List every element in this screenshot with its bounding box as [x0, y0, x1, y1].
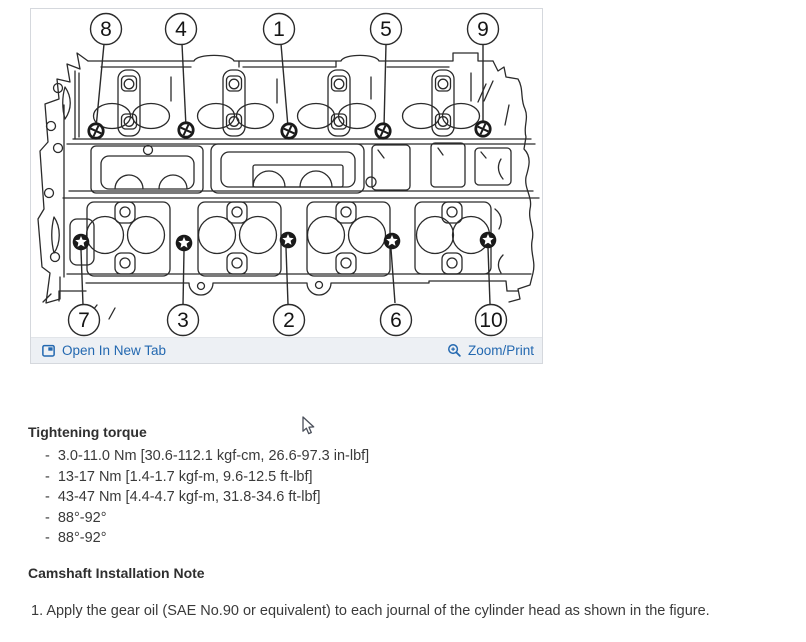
bullet: -: [45, 509, 50, 526]
callout-leader-lines: [81, 44, 490, 305]
svg-text:4: 4: [175, 18, 187, 41]
callout-1: [264, 14, 295, 45]
torque-item-text: 88°-92°: [57, 509, 107, 526]
callout-8: [91, 14, 122, 45]
open-in-new-tab-link[interactable]: [41, 343, 166, 358]
callout-2: [274, 305, 305, 336]
torque-item-text: 43-47 Nm [4.4-4.7 kgf-m, 31.8-34.6 ft-lbf]: [57, 489, 321, 505]
torque-item: [45, 508, 369, 529]
torque-heading: Tightening torque: [28, 424, 147, 440]
bullet: -: [45, 468, 50, 485]
svg-text:8: 8: [100, 18, 112, 41]
diagram-area: [31, 9, 542, 337]
zoom-print-label: Zoom/Print: [467, 343, 534, 358]
open-in-new-icon: [41, 343, 56, 358]
callout-9: [468, 14, 499, 45]
torque-item: [45, 446, 369, 467]
callout-5: [371, 14, 402, 45]
engine-diagram: [31, 9, 542, 337]
bullet: -: [45, 530, 50, 546]
svg-text:6: 6: [390, 309, 402, 332]
torque-item-text: 88°-92°: [57, 530, 107, 546]
torque-item-text: 3.0-11.0 Nm [30.6-112.1 kgf-cm, 26.6-97.3 in-lbf]: [57, 448, 370, 464]
bullet: -: [45, 489, 50, 505]
bullet: -: [45, 448, 50, 464]
svg-text:5: 5: [380, 18, 392, 41]
torque-list: [45, 446, 369, 549]
mouse-cursor: [302, 416, 318, 436]
torque-item: [45, 487, 369, 508]
figure-footer: [31, 337, 542, 363]
svg-text:9: 9: [477, 18, 489, 41]
callout-6: [381, 305, 412, 336]
zoom-print-link[interactable]: [447, 343, 534, 358]
open-in-new-tab-label: Open In New Tab: [62, 343, 167, 358]
callout-4: [166, 14, 197, 45]
svg-text:2: 2: [283, 309, 295, 332]
callout-10: [476, 305, 507, 336]
figure-panel: [30, 8, 543, 364]
svg-text:10: 10: [479, 309, 503, 332]
svg-text:1: 1: [273, 18, 285, 41]
torque-item: [45, 528, 369, 549]
callout-7: [69, 305, 100, 336]
callout-3: [168, 305, 199, 336]
torque-item: [45, 467, 369, 488]
zoom-in-icon: [447, 343, 462, 358]
note-heading: Camshaft Installation Note: [28, 565, 205, 581]
note-step: 1. Apply the gear oil (SAE No.90 or equivalent) to each journal of the cylinder head as shown in the figure.: [31, 603, 710, 619]
svg-text:7: 7: [78, 309, 90, 332]
torque-item-text: 13-17 Nm [1.4-1.7 kgf-m, 9.6-12.5 ft-lbf]: [57, 468, 313, 485]
svg-text:3: 3: [177, 309, 189, 332]
